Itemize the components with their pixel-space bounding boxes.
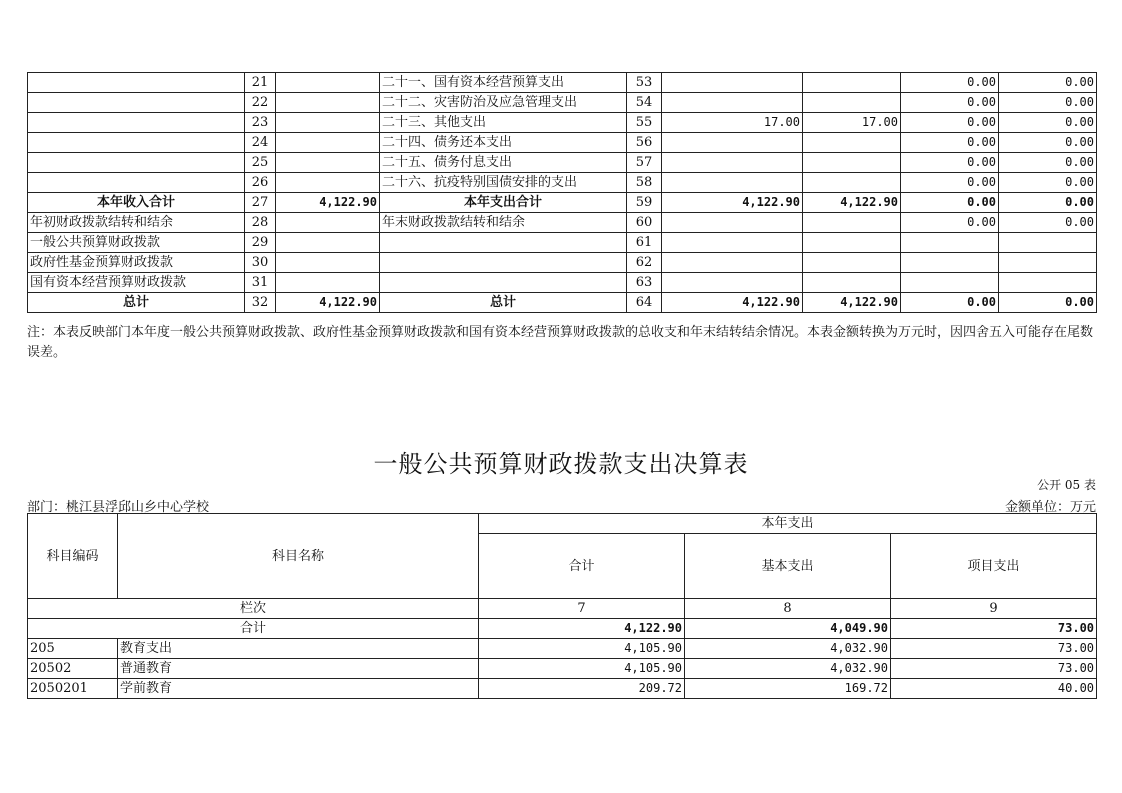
col-index-label: 栏次 <box>28 599 479 619</box>
cell-left-amt: 4,122.90 <box>276 193 380 213</box>
cell-left-no: 26 <box>245 173 276 193</box>
cell-right-no: 54 <box>627 93 662 113</box>
sum-basic: 4,049.90 <box>685 619 891 639</box>
cell-left-name: 政府性基金预算财政拨款 <box>28 253 245 273</box>
cell-right-no: 58 <box>627 173 662 193</box>
cell-c2: 17.00 <box>803 113 901 133</box>
cell-right-no: 61 <box>627 233 662 253</box>
header-row-1 <box>28 514 1097 534</box>
cell-c3: 0.00 <box>901 113 999 133</box>
cell-c4: 0.00 <box>999 153 1097 173</box>
col-index-total: 7 <box>479 599 685 619</box>
table-row <box>28 213 1097 233</box>
cell-c3: 0.00 <box>901 133 999 153</box>
cell-left-name <box>28 133 245 153</box>
table-row <box>28 173 1097 193</box>
cell-right-name: 二十五、债务付息支出 <box>380 153 627 173</box>
header-group: 本年支出 <box>479 514 1097 534</box>
row-name: 学前教育 <box>118 679 479 699</box>
cell-left-amt <box>276 133 380 153</box>
amount-unit-label: 金额单位：万元 <box>1004 500 1096 515</box>
cell-left-name <box>28 173 245 193</box>
cell-right-no: 57 <box>627 153 662 173</box>
cell-left-name: 年初财政拨款结转和结余 <box>28 213 245 233</box>
cell-c1 <box>662 213 803 233</box>
cell-c4: 0.00 <box>999 193 1097 213</box>
cell-left-no: 24 <box>245 133 276 153</box>
cell-c3 <box>901 233 999 253</box>
income-expenditure-table <box>27 72 1097 313</box>
cell-left-amt <box>276 253 380 273</box>
row-name: 普通教育 <box>118 659 479 679</box>
cell-right-name: 总计 <box>380 293 627 313</box>
sum-row <box>28 619 1097 639</box>
header-total: 合计 <box>479 534 685 599</box>
cell-c3: 0.00 <box>901 213 999 233</box>
cell-c4: 0.00 <box>999 73 1097 93</box>
income-expenditure-body <box>28 73 1097 313</box>
row-code: 2050201 <box>28 679 118 699</box>
cell-left-no: 23 <box>245 113 276 133</box>
col-index-project: 9 <box>891 599 1097 619</box>
cell-c1 <box>662 273 803 293</box>
cell-c3 <box>901 273 999 293</box>
cell-left-no: 30 <box>245 253 276 273</box>
cell-left-no: 25 <box>245 153 276 173</box>
cell-left-name <box>28 113 245 133</box>
cell-right-no: 56 <box>627 133 662 153</box>
table-row <box>28 93 1097 113</box>
cell-c4: 0.00 <box>999 133 1097 153</box>
row-total: 4,105.90 <box>479 659 685 679</box>
cell-c1 <box>662 73 803 93</box>
cell-left-name: 一般公共预算财政拨款 <box>28 233 245 253</box>
row-code: 205 <box>28 639 118 659</box>
cell-right-name: 二十四、债务还本支出 <box>380 133 627 153</box>
table-row <box>28 233 1097 253</box>
table-row <box>28 659 1097 679</box>
sum-project: 73.00 <box>891 619 1097 639</box>
cell-c3: 0.00 <box>901 293 999 313</box>
cell-left-amt <box>276 213 380 233</box>
cell-c2 <box>803 93 901 113</box>
cell-left-amt <box>276 93 380 113</box>
cell-c2 <box>803 253 901 273</box>
cell-c1 <box>662 153 803 173</box>
expenditure-body <box>28 514 1097 699</box>
row-basic: 4,032.90 <box>685 639 891 659</box>
cell-left-amt <box>276 113 380 133</box>
cell-left-amt: 4,122.90 <box>276 293 380 313</box>
row-project: 73.00 <box>891 639 1097 659</box>
row-basic: 4,032.90 <box>685 659 891 679</box>
cell-left-name: 总计 <box>28 293 245 313</box>
cell-right-name: 年末财政拨款结转和结余 <box>380 213 627 233</box>
cell-right-name: 二十二、灾害防治及应急管理支出 <box>380 93 627 113</box>
table-row <box>28 153 1097 173</box>
cell-right-name <box>380 233 627 253</box>
cell-c3: 0.00 <box>901 173 999 193</box>
cell-left-no: 32 <box>245 293 276 313</box>
cell-right-no: 63 <box>627 273 662 293</box>
header-basic: 基本支出 <box>685 534 891 599</box>
table-row <box>28 73 1097 93</box>
cell-c2 <box>803 213 901 233</box>
table-row <box>28 133 1097 153</box>
cell-c3: 0.00 <box>901 153 999 173</box>
page-title: 一般公共预算财政拨款支出决算表 <box>373 450 749 478</box>
cell-c2 <box>803 273 901 293</box>
cell-c3: 0.00 <box>901 193 999 213</box>
cell-left-name: 国有资本经营预算财政拨款 <box>28 273 245 293</box>
expenditure-table <box>27 513 1097 699</box>
cell-c1 <box>662 133 803 153</box>
table-row <box>28 273 1097 293</box>
cell-c3: 0.00 <box>901 93 999 113</box>
cell-c1 <box>662 253 803 273</box>
cell-c2 <box>803 233 901 253</box>
cell-c4 <box>999 273 1097 293</box>
cell-right-no: 53 <box>627 73 662 93</box>
cell-right-name <box>380 253 627 273</box>
cell-left-no: 22 <box>245 93 276 113</box>
cell-c2 <box>803 173 901 193</box>
cell-right-name: 二十六、抗疫特别国债安排的支出 <box>380 173 627 193</box>
row-total: 4,105.90 <box>479 639 685 659</box>
cell-right-name: 二十三、其他支出 <box>380 113 627 133</box>
cell-c1 <box>662 173 803 193</box>
department-label: 部门：桃江县浮邱山乡中心学校 <box>27 500 210 515</box>
cell-c2 <box>803 73 901 93</box>
cell-c4: 0.00 <box>999 213 1097 233</box>
cell-c4: 0.00 <box>999 293 1097 313</box>
cell-c1: 4,122.90 <box>662 293 803 313</box>
header-code: 科目编码 <box>28 514 118 599</box>
row-basic: 169.72 <box>685 679 891 699</box>
cell-c1 <box>662 233 803 253</box>
cell-left-amt <box>276 153 380 173</box>
cell-c2: 4,122.90 <box>803 293 901 313</box>
cell-left-amt <box>276 73 380 93</box>
cell-left-no: 27 <box>245 193 276 213</box>
cell-left-no: 31 <box>245 273 276 293</box>
cell-left-name <box>28 93 245 113</box>
cell-right-name <box>380 273 627 293</box>
sum-total: 4,122.90 <box>479 619 685 639</box>
table-row <box>28 293 1097 313</box>
cell-left-amt <box>276 233 380 253</box>
cell-right-name: 本年支出合计 <box>380 193 627 213</box>
header-name: 科目名称 <box>118 514 479 599</box>
table-row <box>28 113 1097 133</box>
cell-left-no: 28 <box>245 213 276 233</box>
cell-left-no: 21 <box>245 73 276 93</box>
table-row <box>28 679 1097 699</box>
row-project: 73.00 <box>891 659 1097 679</box>
table-row <box>28 193 1097 213</box>
cell-c1: 17.00 <box>662 113 803 133</box>
cell-c3 <box>901 253 999 273</box>
cell-c4 <box>999 233 1097 253</box>
table-row <box>28 639 1097 659</box>
cell-c4: 0.00 <box>999 173 1097 193</box>
table-row <box>28 253 1097 273</box>
cell-right-no: 55 <box>627 113 662 133</box>
form-code: 公开 05 表 <box>1037 478 1096 492</box>
cell-c1 <box>662 93 803 113</box>
cell-right-no: 59 <box>627 193 662 213</box>
cell-c2 <box>803 133 901 153</box>
row-project: 40.00 <box>891 679 1097 699</box>
sum-label: 合计 <box>28 619 479 639</box>
row-code: 20502 <box>28 659 118 679</box>
col-index-basic: 8 <box>685 599 891 619</box>
cell-c2 <box>803 153 901 173</box>
cell-c4: 0.00 <box>999 93 1097 113</box>
cell-right-name: 二十一、国有资本经营预算支出 <box>380 73 627 93</box>
row-total: 209.72 <box>479 679 685 699</box>
column-index-row <box>28 599 1097 619</box>
cell-c3: 0.00 <box>901 73 999 93</box>
row-name: 教育支出 <box>118 639 479 659</box>
cell-left-amt <box>276 273 380 293</box>
header-project: 项目支出 <box>891 534 1097 599</box>
table-note: 注：本表反映部门本年度一般公共预算财政拨款、政府性基金预算财政拨款和国有资本经营预算财政拨款的总收支和年末结转结余情况。本表金额转换为万元时，因四舍五入可能存在尾数误差。 <box>27 325 1094 360</box>
cell-right-no: 60 <box>627 213 662 233</box>
cell-left-no: 29 <box>245 233 276 253</box>
cell-c4: 0.00 <box>999 113 1097 133</box>
cell-c1: 4,122.90 <box>662 193 803 213</box>
cell-left-name <box>28 153 245 173</box>
cell-c2: 4,122.90 <box>803 193 901 213</box>
cell-c4 <box>999 253 1097 273</box>
cell-left-name: 本年收入合计 <box>28 193 245 213</box>
cell-right-no: 62 <box>627 253 662 273</box>
cell-right-no: 64 <box>627 293 662 313</box>
cell-left-amt <box>276 173 380 193</box>
cell-left-name <box>28 73 245 93</box>
